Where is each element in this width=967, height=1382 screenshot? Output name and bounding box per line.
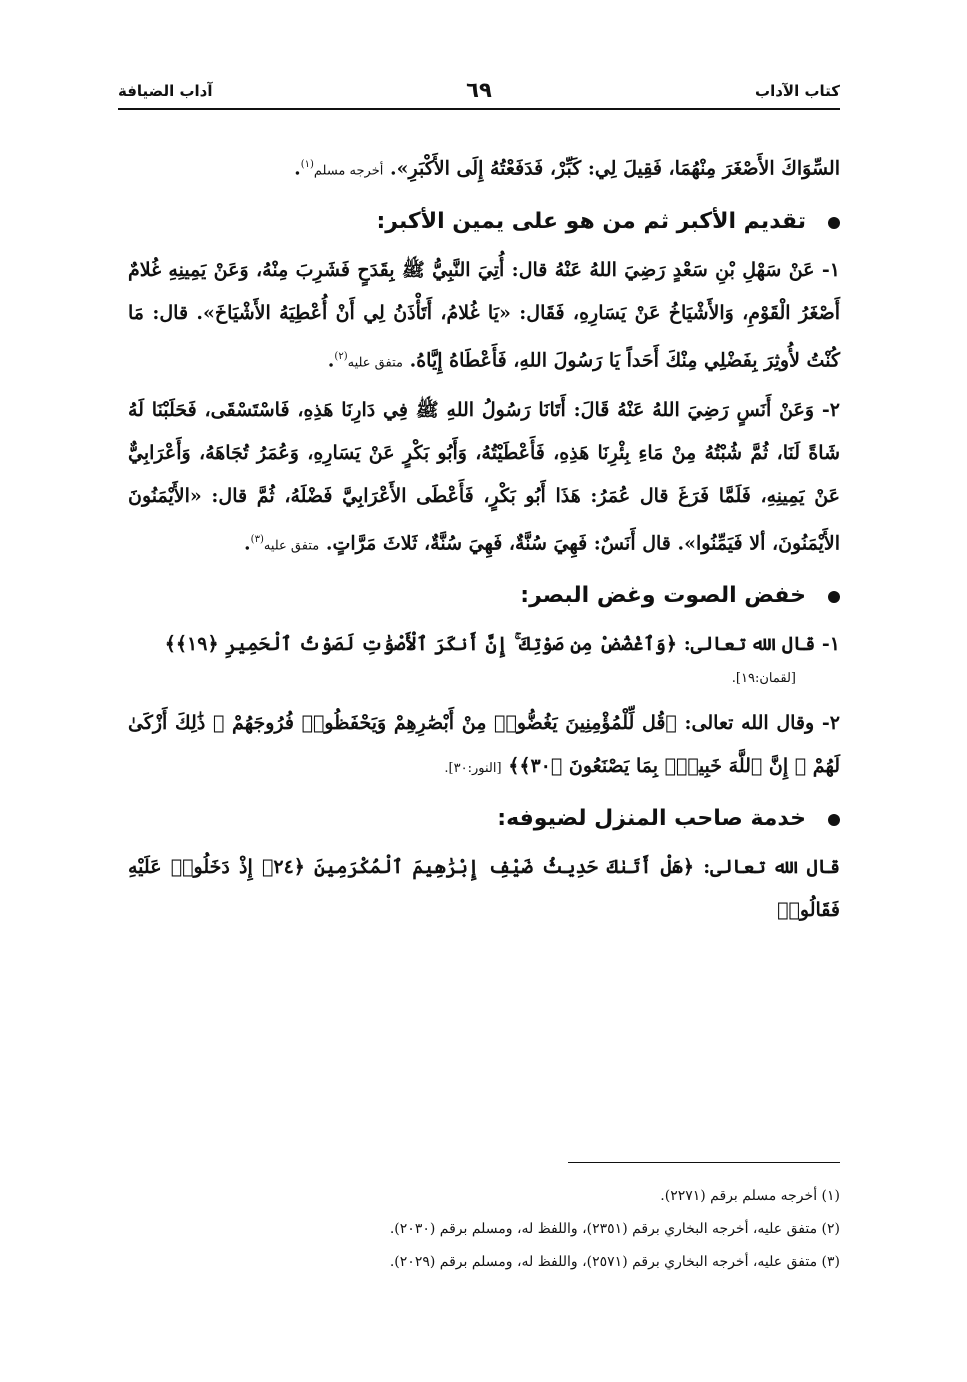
footnote: (١) أخرجه مسلم برقم (٢٢٧١). [660, 1188, 840, 1204]
continuation-source: أخرجه مسلم [313, 163, 384, 179]
hadith-source: متفق عليه [263, 537, 320, 553]
quran-verse: ﴿وَٱغْضُضْ مِن صَوْتِكَ ۚ إِنَّ أَنكَرَ ٱلْأَصْوَٰتِ لَصَوْتُ ٱلْحَمِيرِ ﴿١٩﴾﴾ [164, 632, 678, 655]
continuation-paragraph: السِّوَاكَ الأَصْغَرَ مِنْهُمَا، فَقِيلَ لِي: كَبِّرْ، فَدَفَعْتُهُ إِلَى الأَكْبَرِ». أخرجه مسلم$^{(١)}$. [294, 157, 840, 180]
bullet-icon [828, 591, 840, 603]
header-rule [118, 108, 840, 110]
section-heading-elder-first [128, 197, 840, 247]
verse-item [128, 702, 840, 790]
verse-item [128, 623, 840, 666]
hadith-text: وَعَنْ أَنَسٍ رَضِيَ اللهُ عَنْهُ قَالَ: أَتَانَا رَسُولُ اللهِ ﷺ فِي دَارِنَا هَذِهِ، فَاسْتَسْقَى، فَحَلَبْنَا لَهُ شَاةً لَنَا، ثُمَّ شُبْتُهُ مِنْ مَاءِ بِئْرِنَا هَذِهِ، فَأَعْطَيْتُهُ، وَأَبُو بَكْرٍ عَنْ يَسَارِهِ، وَعُمَرُ تُجَاهَهُ، وَأَعْرَابِيٌّ عَنْ يَمِينِهِ، فَلَمَّا فَرَغَ قال عُمَرُ: هَذَا أَبُو بَكْرٍ، فَأَعْطَى الأَعْرَابِيَّ فَضْلَهُ، ثُمَّ قال: «الأَيْمَنُونَ الأَيْمَنُونَ، ألا فَيَمِّنُوا». قال أَنَسٌ: فَهِيَ سُنَّةٌ، فَهِيَ سُنَّةٌ، ثَلاثَ مَرَّاتٍ. [128, 398, 840, 554]
hadith-item: ١- عَنْ سَهْلِ بْنِ سَعْدٍ رَضِيَ اللهُ عَنْهُ قال: أُتِيَ النَّبِيُّ ﷺ بِقَدَحٍ فَشَرِبَ مِنْهُ، وَعَنْ يَمِينِهِ غُلامٌ أَصْغَرُ الْقَوْمِ، وَالأَشْيَاخُ عَنْ يَسَارِهِ، فَقَال: «يَا غُلامُ، أَتَأْذَنُ لِي أَنْ أُعْطِيَهُ الأَشْيَاخَ». قال: مَا كُنْتُ لأُوثِرَ بِفَضْلِي مِنْكَ أَحَداً يَا رَسُولَ اللهِ، فَأَعْطَاهُ إِيَّاهُ. متفق عليه$^{(٢)}$. [128, 259, 840, 372]
running-header [118, 78, 840, 108]
continuation-text: السِّوَاكَ الأَصْغَرَ مِنْهُمَا، فَقِيلَ لِي: كَبِّرْ، فَدَفَعْتُهُ إِلَى الأَكْبَرِ». [389, 157, 840, 180]
item-number: ١- [821, 632, 840, 655]
hadith-item: ٢- وَعَنْ أَنَسٍ رَضِيَ اللهُ عَنْهُ قَالَ: أَتَانَا رَسُولُ اللهِ ﷺ فِي دَارِنَا هَذِهِ، فَاسْتَسْقَى، فَحَلَبْنَا لَهُ شَاةً لَنَا، ثُمَّ شُبْتُهُ مِنْ مَاءِ بِئْرِنَا هَذِهِ، فَأَعْطَيْتُهُ، وَأَبُو بَكْرٍ عَنْ يَسَارِهِ، وَعُمَرُ تُجَاهَهُ، وَأَعْرَابِيٌّ عَنْ يَمِينِهِ، فَلَمَّا فَرَغَ قال عُمَرُ: هَذَا أَبُو بَكْرٍ، فَأَعْطَى الأَعْرَابِيَّ فَضْلَهُ، ثُمَّ قال: «الأَيْمَنُونَ الأَيْمَنُونَ، ألا فَيَمِّنُوا». قال أَنَسٌ: فَهِيَ سُنَّةٌ، فَهِيَ سُنَّةٌ، ثَلاثَ مَرَّاتٍ. متفق عليه$^{(٣)}$. [128, 398, 840, 554]
verse-intro: وقال الله تعالى: [684, 711, 815, 734]
footnote: (٢) متفق عليه، أخرجه البخاري برقم (٢٣٥١)، واللفظ له، ومسلم برقم (٢٠٣٠). [389, 1221, 840, 1237]
section-heading-text: خدمة صاحب المنزل لضيوفه: [497, 805, 806, 831]
page-number: ٦٩ [466, 78, 492, 102]
bullet-icon [828, 814, 840, 826]
item-number: ٢- [821, 711, 840, 734]
footnote-rule [568, 1162, 840, 1163]
section-heading-text: خفض الصوت وغض البصر: [520, 582, 806, 608]
quran-verse: ﴿هَلْ أَتَىٰكَ حَدِيثُ ضَيْفِ إِبْرَٰهِيمَ ٱلْمُكْرَمِينَ ﴿٢٤﴾ إِذْ دَخَلُوا۟ عَلَيْهِ فَقَالُوا۟ [128, 855, 840, 921]
bullet-icon [828, 217, 840, 229]
verse-reference: [النور:٣٠]. [444, 760, 502, 776]
section-heading-host-service [128, 794, 840, 844]
book-title: كتاب الآداب [755, 82, 840, 100]
hadith-source: متفق عليه [347, 355, 403, 371]
footnote-marker-2: (٢) [334, 351, 348, 363]
item-number: ٢- [821, 398, 840, 421]
item-number: ١- [821, 259, 840, 282]
verse-intro: قال الله تعالى: [683, 632, 816, 655]
section-heading-lower-voice [128, 571, 840, 621]
footnote-marker-3: (٣) [250, 533, 264, 545]
footnote: (٣) متفق عليه، أخرجه البخاري برقم (٢٥٧١)، واللفظ له، ومسلم برقم (٢٠٢٩). [389, 1254, 840, 1270]
verse-paragraph [128, 846, 840, 932]
verse-intro: قال الله تعالى: [703, 855, 840, 878]
footnote-marker-1: (١) [300, 159, 314, 170]
section-heading-text: تقديم الأكبر ثم من هو على يمين الأكبر: [376, 209, 806, 235]
footnotes [128, 1180, 840, 1279]
chapter-title: آداب الضيافة [118, 82, 213, 100]
verse-reference-line [128, 664, 840, 694]
verse-reference: [لقمان:١٩]. [731, 670, 796, 686]
quran-verse: ﴿قُل لِّلْمُؤْمِنِينَ يَغُضُّوا۟ مِنْ أَبْصَٰرِهِمْ وَيَحْفَظُوا۟ فُرُوجَهُمْ ۚ ذَٰلِكَ أَزْكَىٰ لَهُمْ ۗ إِنَّ ٱللَّهَ خَبِيرٌۢ بِمَا يَصْنَعُونَ ﴿٣٠﴾﴾ [128, 711, 840, 777]
hadith-text: عَنْ سَهْلِ بْنِ سَعْدٍ رَضِيَ اللهُ عَنْهُ قال: أُتِيَ النَّبِيُّ ﷺ بِقَدَحٍ فَشَرِبَ مِنْهُ، وَعَنْ يَمِينِهِ غُلامٌ أَصْغَرُ الْقَوْمِ، وَالأَشْيَاخُ عَنْ يَسَارِهِ، فَقَال: «يَا غُلامُ، أَتَأْذَنُ لِي أَنْ أُعْطِيَهُ الأَشْيَاخَ». قال: مَا كُنْتُ لأُوثِرَ بِفَضْلِي مِنْكَ أَحَداً يَا رَسُولَ اللهِ، فَأَعْطَاهُ إِيَّاهُ. [128, 259, 840, 372]
main-text [128, 143, 840, 936]
